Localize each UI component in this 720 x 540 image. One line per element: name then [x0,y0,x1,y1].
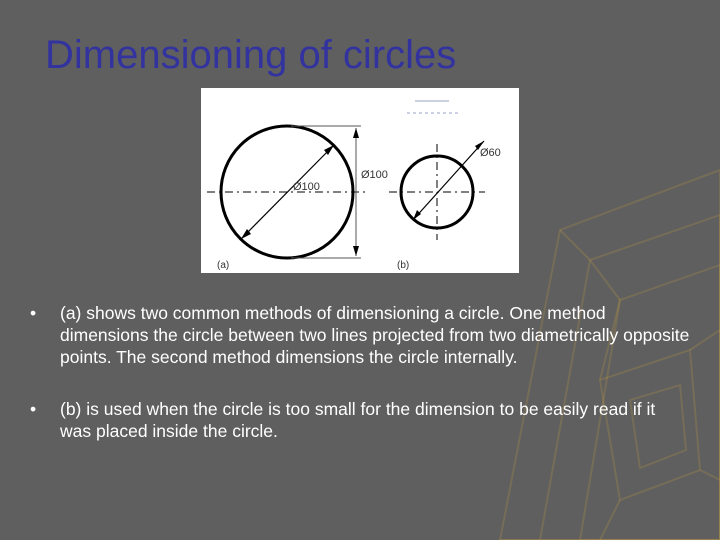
bullet-text: (a) shows two common methods of dimensioning a circle. One method dimensions the circle between two lines projected from two diametrically opposite points. The second method dimensions the circle internally. [60,303,690,367]
dim-label-internal: Ø100 [293,181,320,193]
circle-dimensioning-figure [201,88,519,273]
label-a: (a) [217,260,230,271]
bullet-item [30,302,690,368]
slide-title: Dimensioning of circles [45,33,457,77]
dim-label-projected: Ø100 [361,169,388,181]
label-b: (b) [397,260,410,271]
dim-label-small: Ø60 [480,147,501,159]
bullet-marker: • [30,399,37,419]
bullet-item [30,398,690,442]
bullet-text: (b) is used when the circle is too small for the dimension to be easily read if it was placed inside the circle. [60,399,656,441]
bullet-marker: • [30,303,37,323]
bullet-list [30,302,690,472]
